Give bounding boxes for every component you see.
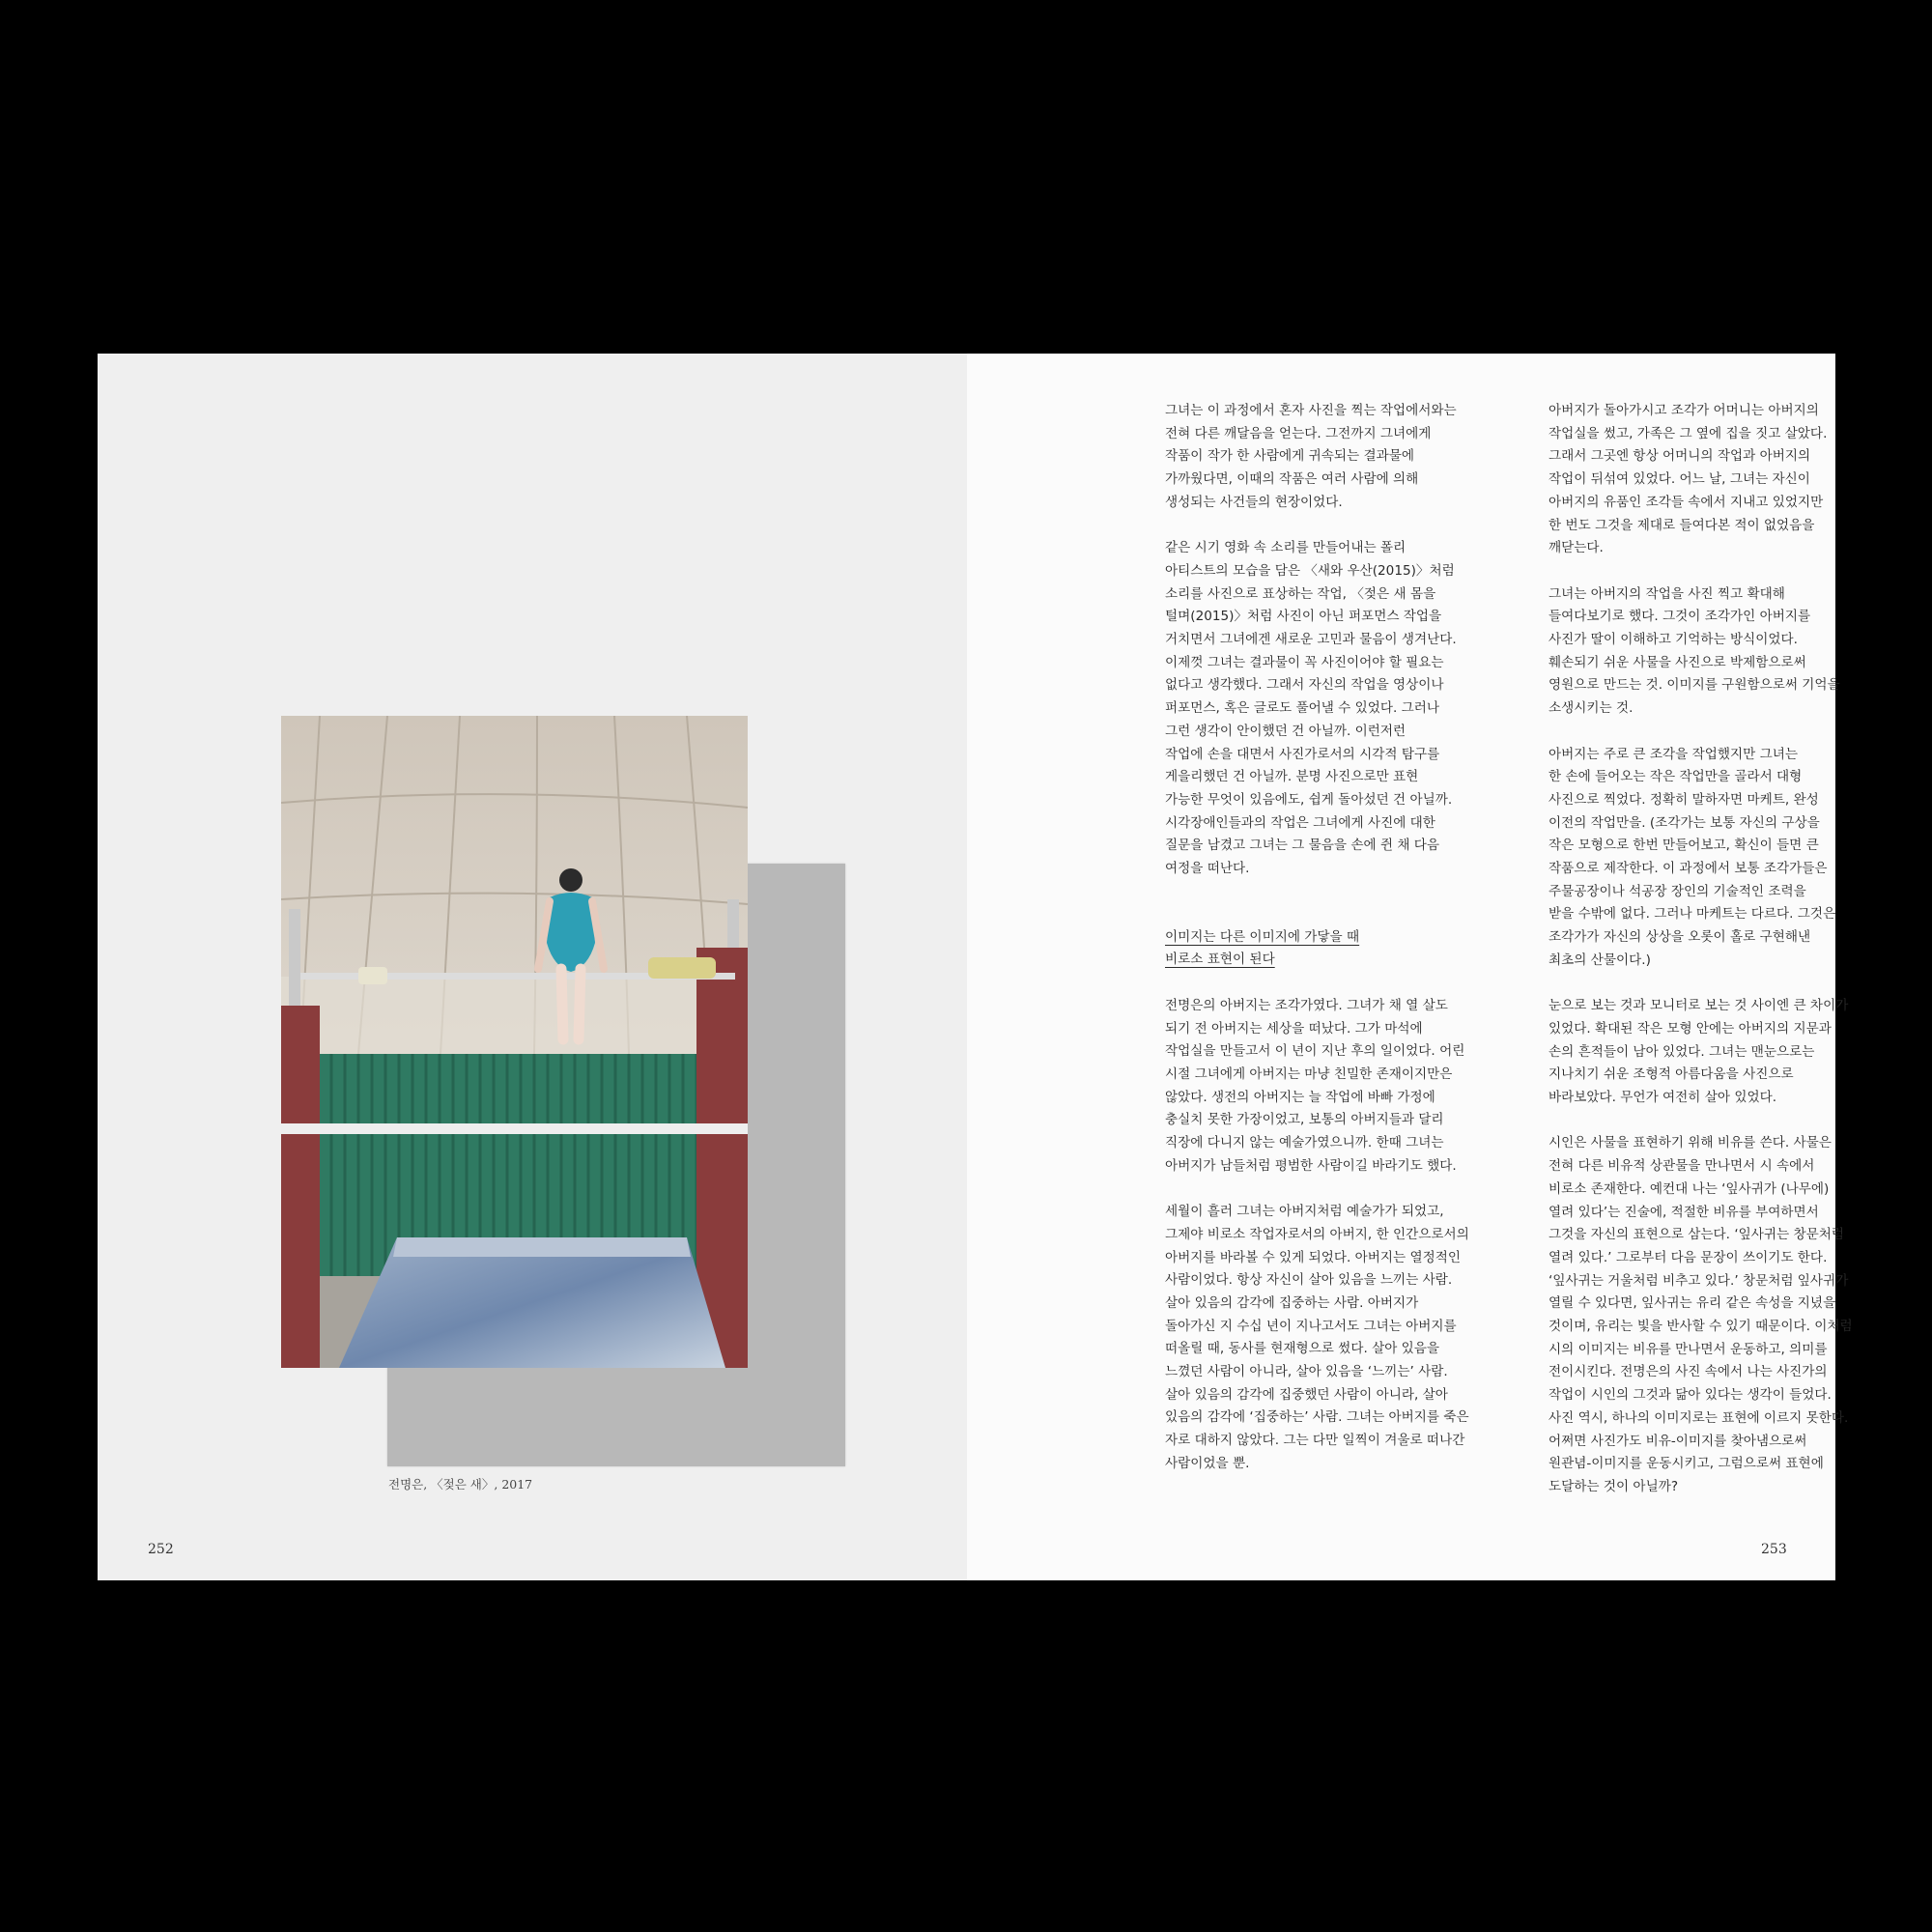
paragraph: 시인은 사물을 표현하기 위해 비유를 쓴다. 사물은 전혀 다른 비유적 상관물을 만나면서 시 속에서 비로소 존재한다. 예컨대 나는 ‘잎사귀가 (나무에) 열려 있다’는 진술에, 적절한 비유를 부여하면서 그것을 자신의 표현으로 삼는다. ‘잎사귀는 창문처럼 열려 있다.’ 그로부터 다음 문장이 쓰이기도 한다. ‘잎사귀는 거울처럼 비추고 있다.’ 창문처럼 잎사귀가 열릴 수 있다면, 잎사귀는 유리 같은 속성을 지녔을 것이며, 유리는 빛을 반사할 수 있기 때문이다. 이처럼 시의 이미지는 비유를 만나면서 운동하고, 의미를 전이시킨다. 전명은의 사진 속에서 나는 사진가의 작업이 시인의 그것과 닮아 있다는 생각이 들었다. 사진 역시, 하나의 이미지로는 표현에 이르지 못한다. 어쩌면 사진가도 비유-이미지를 찾아냄으로써 원관념-이미지를 운동시키고, 그럼으로써 표현에 도달하는 것이 아닐까?	[1548, 1135, 1853, 1494]
gymnast-photo	[281, 716, 748, 1368]
page-number-right: 253	[1761, 1542, 1787, 1557]
paragraph: 전명은의 아버지는 조각가였다. 그녀가 채 열 살도 되기 전 아버지는 세상을 떠났다. 그가 마석에 작업실을 만들고서 이 년이 지난 후의 일이었다. 어린 시절 그녀에게 아버지는 마냥 친밀한 존재이지만은 않았다. 생전의 아버지는 늘 작업에 바빠 가정에 충실치 못한 가장이었고, 보통의 아버지들과 달리 직장에 다니지 않는 예술가였으니까. 한때 그녀는 아버지가 남들처럼 평범한 사람이길 바라기도 했다.	[1165, 997, 1465, 1174]
paragraph: 아버지는 주로 큰 조각을 작업했지만 그녀는 한 손에 들어오는 작은 작업만을 골라서 대형 사진으로 찍었다. 정확히 말하자면 마케트, 완성 이전의 작업만을. (조각가는 보통 자신의 구상을 작은 모형으로 한번 만들어보고, 확신이 들면 큰 작품으로 제작한다. 이 과정에서 보통 조각가들은 주물공장이나 석공장 장인의 기술적인 조력을 받을 수밖에 없다. 그러나 마케트는 다르다. 그것은 조각가가 자신의 상상을 오롯이 홀로 구현해낸 최초의 산물이다.)	[1548, 746, 1836, 968]
text-column-1	[1165, 400, 1513, 1476]
subheading-line-2: 비로소 표현이 된다	[1165, 952, 1275, 968]
paragraph: 눈으로 보는 것과 모니터로 보는 것 사이엔 큰 차이가 있었다. 확대된 작은 모형 안에는 아버지의 지문과 손의 흔적들이 남아 있었다. 그녀는 맨눈으로는 지나치기 쉬운 조형적 아름다움을 사진으로 바라보았다. 무언가 여전히 살아 있었다.	[1548, 998, 1849, 1106]
left-page	[98, 354, 967, 1580]
page-number-left: 252	[148, 1542, 174, 1557]
subheading-line-1: 이미지는 다른 이미지에 가닿을 때	[1165, 928, 1360, 945]
section-subheading	[1165, 926, 1513, 972]
photo-caption: 전명은, 〈젖은 새〉, 2017	[388, 1477, 533, 1492]
paragraph: 아버지가 돌아가시고 조각가 어머니는 아버지의 작업실을 썼고, 가족은 그 옆에 집을 짓고 살았다. 그래서 그곳엔 항상 어머니의 작업과 아버지의 작업이 뒤섞여 있었다. 어느 날, 그녀는 자신이 아버지의 유품인 조각들 속에서 지내고 있었지만 한 번도 그것을 제대로 들여다본 적이 없었음을 깨닫는다.	[1548, 403, 1828, 556]
book-spread	[98, 354, 1853, 1580]
paragraph: 세월이 흘러 그녀는 아버지처럼 예술가가 되었고, 그제야 비로소 작업자로서의 아버지, 한 인간으로서의 아버지를 바라볼 수 있게 되었다. 아버지는 열정적인 사람이었다. 항상 자신이 살아 있음을 느끼는 사람. 살아 있음의 감각에 집중하는 사람. 아버지가 돌아가신 지 수십 년이 지나고서도 그녀는 아버지를 떠올릴 때, 동사를 현재형으로 썼다. 살아 있음을 느꼈던 사람이 아니라, 살아 있음을 ‘느끼는’ 사람. 살아 있음의 감각에 집중했던 사람이 아니라, 살아 있음의 감각에 ‘집중하는’ 사람. 그녀는 아버지를 죽은 자로 대하지 않았다. 그는 다만 일찍이 겨울로 떠나간 사람이었을 뿐.	[1165, 1204, 1469, 1471]
paragraph: 그녀는 이 과정에서 혼자 사진을 찍는 작업에서와는 전혀 다른 깨달음을 얻는다. 그전까지 그녀에게 작품이 작가 한 사람에게 귀속되는 결과물에 가까웠다면, 이때의 작품은 여러 사람에 의해 생성되는 사건들의 현장이었다.	[1165, 403, 1457, 510]
text-column-2	[1548, 400, 1896, 1499]
paragraph: 그녀는 아버지의 작업을 사진 찍고 확대해 들여다보기로 했다. 그것이 조각가인 아버지를 사진가 딸이 이해하고 기억하는 방식이었다. 훼손되기 쉬운 사물을 사진으로 박제함으로써 영원으로 만드는 것. 이미지를 구원함으로써 기억을 소생시키는 것.	[1548, 585, 1840, 717]
paragraph: 같은 시기 영화 속 소리를 만들어내는 폴리 아티스트의 모습을 담은 〈새와 우산(2015)〉처럼 소리를 사진으로 표상하는 작업, 〈젖은 새 몸을 털며(2015)〉처럼 사진이 아닌 퍼포먼스 작업을 거치면서 그녀에겐 새로운 고민과 물음이 생겨난다. 이제껏 그녀는 결과물이 꼭 사진이어야 할 필요는 없다고 생각했다. 그래서 자신의 작업을 영상이나 퍼포먼스, 혹은 글로도 풀어낼 수 있었다. 그러나 그런 생각이 안이했던 건 아닐까. 이런저런 작업에 손을 대면서 사진가로서의 시각적 탐구를 게을리했던 건 아닐까. 분명 사진으로만 표현 가능한 무엇이 있음에도, 쉽게 돌아섰던 건 아닐까. 시각장애인들과의 작업은 그녀에게 사진에 대한 질문을 남겼고 그녀는 그 물음을 손에 쥔 채 다음 여정을 떠난다.	[1165, 540, 1457, 877]
right-page	[967, 354, 1853, 1580]
